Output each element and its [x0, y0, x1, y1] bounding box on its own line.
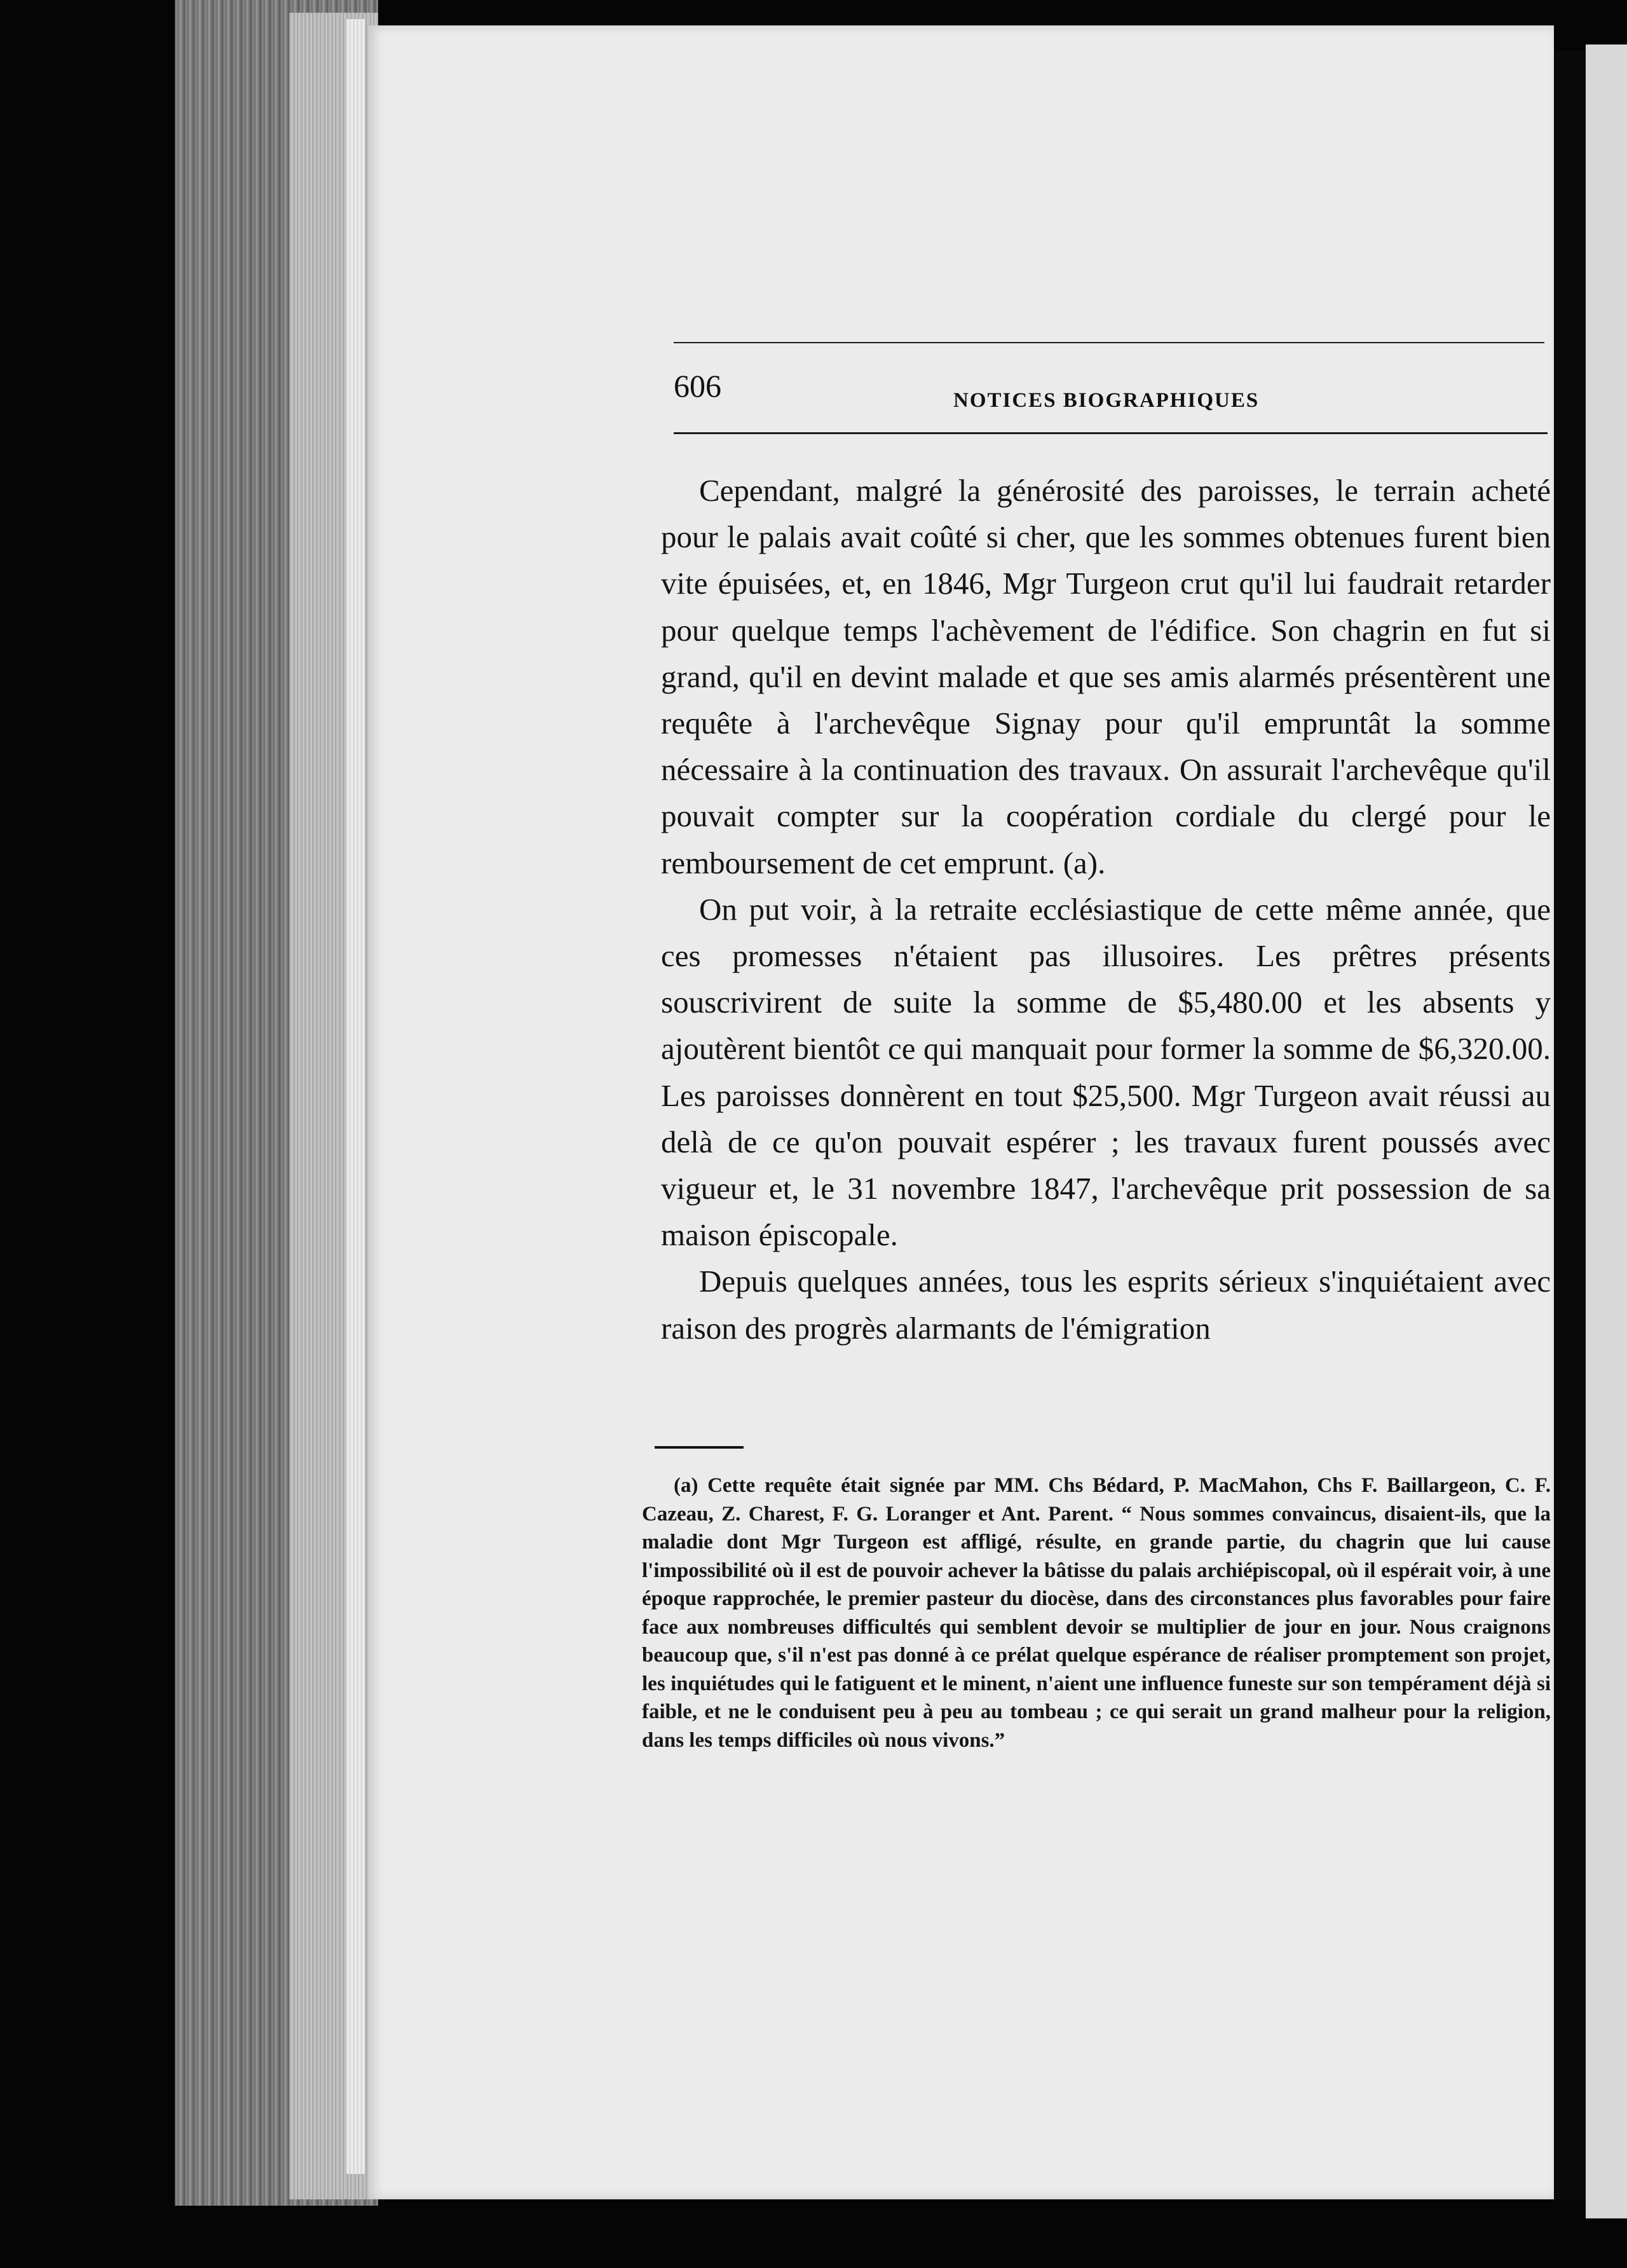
header-bottom-rule — [674, 432, 1548, 434]
page-stack-strips — [346, 19, 365, 2174]
header-top-rule — [674, 342, 1544, 343]
paragraph: Depuis quelques années, tous les esprits sérieux s'inquiétaient avec raison des progrès alarmants de l'émigration — [661, 1264, 1551, 1346]
page-number: 606 — [674, 368, 721, 404]
paragraph: On put voir, à la retraite ecclésiastique de cette même année, que ces promesses n'étaient pas illusoires. Les prêtres présents souscrivirent de suite la somme de $5,480.00 et les absents y ajoutèrent bientôt ce qui manquait pour former la somme de $6,320.00. Les paroisses donnèrent en tout $25,500. Mgr Turgeon avait réussi au delà de ce qu'on pouvait espérer ; les travaux furent poussés avec vigueur et, le 31 novembre 1847, l'archevêque prit possession de sa maison épiscopale. — [661, 891, 1551, 1253]
body-text — [661, 467, 1551, 1351]
paragraph: Cependant, malgré la générosité des paroisses, le terrain acheté pour le palais avait coûté si cher, que les sommes obtenues furent bien vite épuisées, et, en 1846, Mgr Turgeon crut qu'il lui faudrait retarder pour quelque temps l'achèvement de l'édifice. Son chagrin en fut si grand, qu'il en devint malade et que ses amis alarmés présentèrent une requête à l'archevêque Signay pour qu'il empruntât la somme nécessaire à la continuation des travaux. On assurait l'archevêque qu'il pouvait compter sur la coopération cordiale du clergé pour le remboursement de cet emprunt. (a). — [661, 473, 1551, 880]
next-page-sliver — [1586, 44, 1627, 2218]
footnote-separator — [655, 1446, 744, 1449]
running-head: NOTICES BIOGRAPHIQUES — [953, 389, 1260, 412]
footnote-text: (a) Cette requête était signée par MM. Chs Bédard, P. MacMahon, Chs F. Baillargeon, C. F. Cazeau, Z. Charest, F. G. Loranger et Ant. Parent. “ Nous sommes convaincus, disaient-ils, que la maladie dont Mgr Turgeon est affligé, résulte, en grande partie, du chagrin que lui cause l'impossibilité où il est de pouvoir achever la bâtisse du palais archiépiscopal, où il espérait voir, à une époque rapprochée, le premier pasteur du diocèse, dans des circonstances plus favorables pour faire face aux nombreuses difficultés qui semblent devoir se multiplier de jour en jour. Nous craignons beaucoup que, s'il n'est pas donné à ce prélat quelque espérance de réaliser promptement son projet, les inquiétudes qui le fatiguent et le minent, n'aient une influence funeste sur son tempérament déjà si faible, et ne le conduisent peu à peu au tombeau ; ce qui serait un grand malheur pour la religion, dans les temps difficiles où nous vivons.” — [642, 1474, 1551, 1752]
footnote — [642, 1472, 1551, 1754]
right-gutter — [1551, 51, 1586, 2199]
